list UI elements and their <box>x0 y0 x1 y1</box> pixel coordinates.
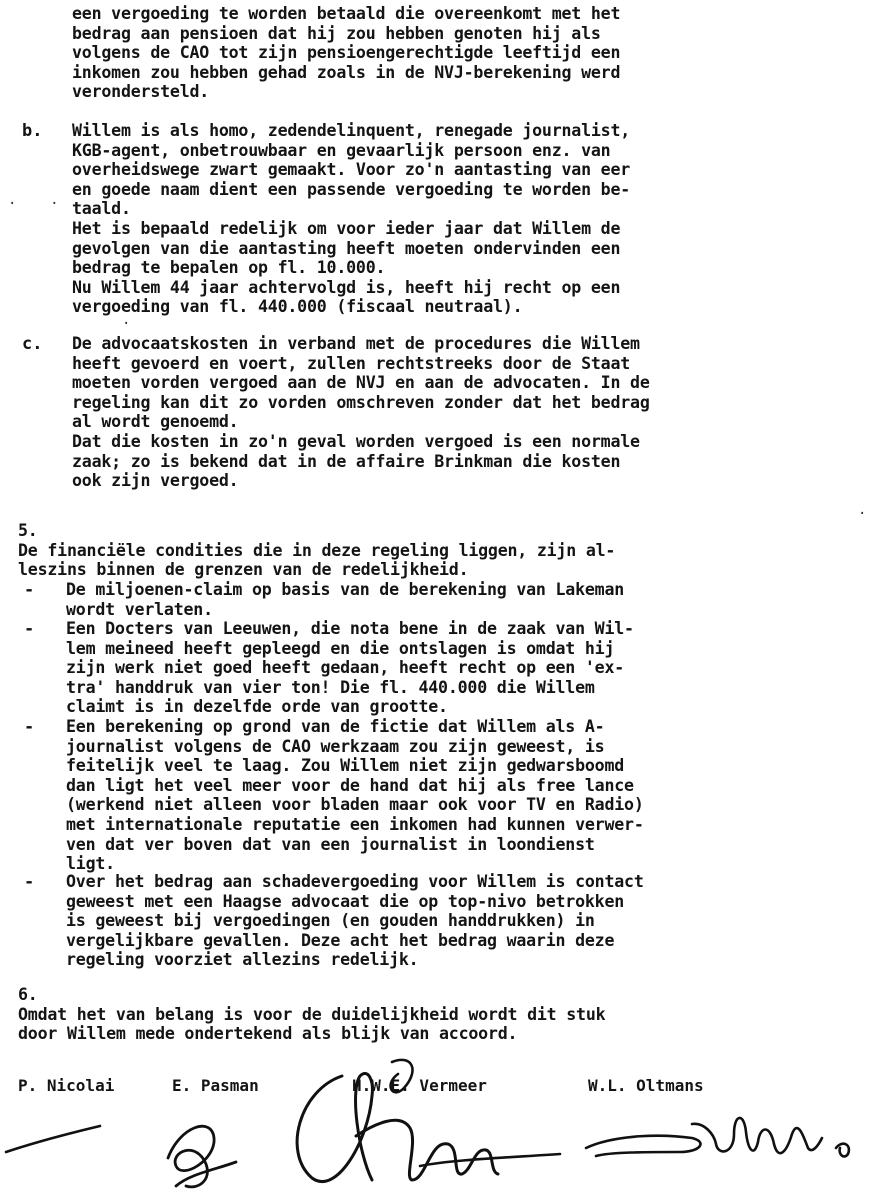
text-line: is geweest bij vergoedingen (en gouden handdrukken) in <box>66 911 595 931</box>
bullet-item <box>66 872 644 970</box>
bullet-marker: - <box>24 717 35 737</box>
text-line: volgens de CAO tot zijn pensioengerechtigde leeftijd een <box>72 43 621 63</box>
text-line: vergelijkbare gevallen. Deze acht het bedrag waarin deze <box>66 930 615 950</box>
text-line: De financiële condities die in deze regeling liggen, zijn al- <box>18 540 616 560</box>
text-line: vergoeding van fl. 440.000 (fiscaal neutraal). <box>72 297 523 317</box>
intro-paragraph <box>72 4 620 102</box>
signatory-name: P. Nicolai <box>18 1076 115 1095</box>
text-line: bedrag aan pensioen dat hij zou hebben genoten hij als <box>72 23 601 43</box>
text-line: dan ligt het veel meer voor de hand dat hij als free lance <box>66 775 634 795</box>
section-number: 5. <box>18 521 38 540</box>
bullet-item <box>66 619 634 717</box>
scan-speck: · <box>858 506 867 522</box>
text-line: taald. <box>72 199 131 219</box>
text-line: bedrag te bepalen op fl. 10.000. <box>72 258 386 278</box>
text-line: ook zijn vergoed. <box>72 471 239 491</box>
text-line: journalist volgens de CAO werkzaam zou zijn geweest, is <box>66 736 605 756</box>
signature-vermeer-loop <box>391 1060 560 1166</box>
signature-oltmans <box>586 1118 849 1157</box>
text-line: heeft gevoerd en voert, zullen rechtstreeks door de Staat <box>72 353 631 373</box>
text-line: Over het bedrag aan schadevergoeding voor Willem is contact <box>66 872 644 891</box>
text-line: Dat die kosten in zo'n geval worden vergoed is een normale <box>72 431 640 451</box>
bullet-item <box>66 580 624 619</box>
text-line: Het is bepaald redelijk om voor ieder jaar dat Willem de <box>72 218 621 238</box>
section-5 <box>18 521 615 580</box>
text-line: Nu Willem 44 jaar achtervolgd is, heeft hij recht op een <box>72 277 621 297</box>
text-line: een vergoeding te worden betaald die overeenkomt met het <box>72 4 621 23</box>
text-line: verondersteld. <box>72 82 210 102</box>
text-line: en goede naam dient een passende vergoeding te worden be- <box>72 179 631 199</box>
item-c-paragraph <box>72 334 650 491</box>
text-line: tra' handdruk van vier ton! Die fl. 440.000 die Willem <box>66 677 595 697</box>
text-line: feitelijk veel te laag. Zou Willem niet zijn gedwarsboomd <box>66 756 625 776</box>
bullet-marker: - <box>24 872 35 892</box>
bullet-marker: - <box>24 619 35 639</box>
text-line: gevolgen van die aantasting heeft moeten ondervinden een <box>72 238 621 258</box>
text-line: moeten vorden vergoed aan de NVJ en aan de advocaten. In de <box>72 373 650 393</box>
text-line: overheidswege zwart gemaakt. Voor zo'n aantasting van eer <box>72 160 631 180</box>
text-line: (werkend niet alleen voor bladen maar ook voor TV en Radio) <box>66 795 644 815</box>
text-line: door Willem mede ondertekend als blijk van accoord. <box>18 1024 518 1044</box>
signatory-name: W.L. Oltmans <box>588 1076 704 1095</box>
text-line: zijn werk niet goed heeft gedaan, heeft recht op een 'ex- <box>66 658 625 678</box>
text-line: leszins binnen de grenzen van de redelijkheid. <box>18 560 469 580</box>
text-line: ligt. <box>66 854 115 874</box>
signature-pasman <box>168 1126 236 1187</box>
section-6 <box>18 985 605 1044</box>
text-line: Willem is als homo, zedendelinquent, renegade journalist, <box>72 121 631 140</box>
signatures <box>0 1040 880 1200</box>
signatory-name: E. Pasman <box>172 1076 259 1095</box>
item-b-paragraph <box>72 121 630 317</box>
text-line: met internationale reputatie een inkomen had kunnen verwer- <box>66 814 644 834</box>
text-line: Een Docters van Leeuwen, die nota bene in de zaak van Wil- <box>66 619 634 638</box>
text-line: KGB-agent, onbetrouwbaar en gevaarlijk persoon enz. van <box>72 140 611 160</box>
bullet-marker: - <box>24 580 35 600</box>
text-line: al wordt genoemd. <box>72 412 239 432</box>
scan-speck: · · <box>8 196 59 212</box>
text-line: De advocaatskosten in verband met de procedures die Willem <box>72 334 640 353</box>
text-line: geweest met een Haagse advocaat die op top-nivo betrokken <box>66 891 625 911</box>
text-line: lem meineed heeft gepleegd en die ontslagen is omdat hij <box>66 638 615 658</box>
text-line: zaak; zo is bekend dat in de affaire Brinkman die kosten <box>72 451 621 471</box>
signatory-name: H.W.E. Vermeer <box>352 1076 487 1095</box>
text-line: wordt verlaten. <box>66 599 213 619</box>
text-line: regeling voorziet allezins redelijk. <box>66 950 419 970</box>
signature-vermeer <box>297 1073 498 1181</box>
scan-speck: · <box>122 316 131 332</box>
signature-nicolai <box>6 1126 100 1152</box>
item-c-label: c. <box>22 334 43 354</box>
section-number: 6. <box>18 985 38 1004</box>
item-b-label: b. <box>22 121 43 141</box>
text-line: De miljoenen-claim op basis van de berekening van Lakeman <box>66 580 625 599</box>
text-line: Een berekening op grond van de fictie dat Willem als A- <box>66 717 605 736</box>
text-line: Omdat het van belang is voor de duidelijkheid wordt dit stuk <box>18 1004 606 1024</box>
text-line: regeling kan dit zo vorden omschreven zonder dat het bedrag <box>72 392 650 412</box>
text-line: claimt is in dezelfde orde van grootte. <box>66 697 448 717</box>
text-line: ven dat ver boven dat van een journalist in loondienst <box>66 834 595 854</box>
text-line: inkomen zou hebben gehad zoals in de NVJ-berekening werd <box>72 62 621 82</box>
bullet-item <box>66 717 644 874</box>
